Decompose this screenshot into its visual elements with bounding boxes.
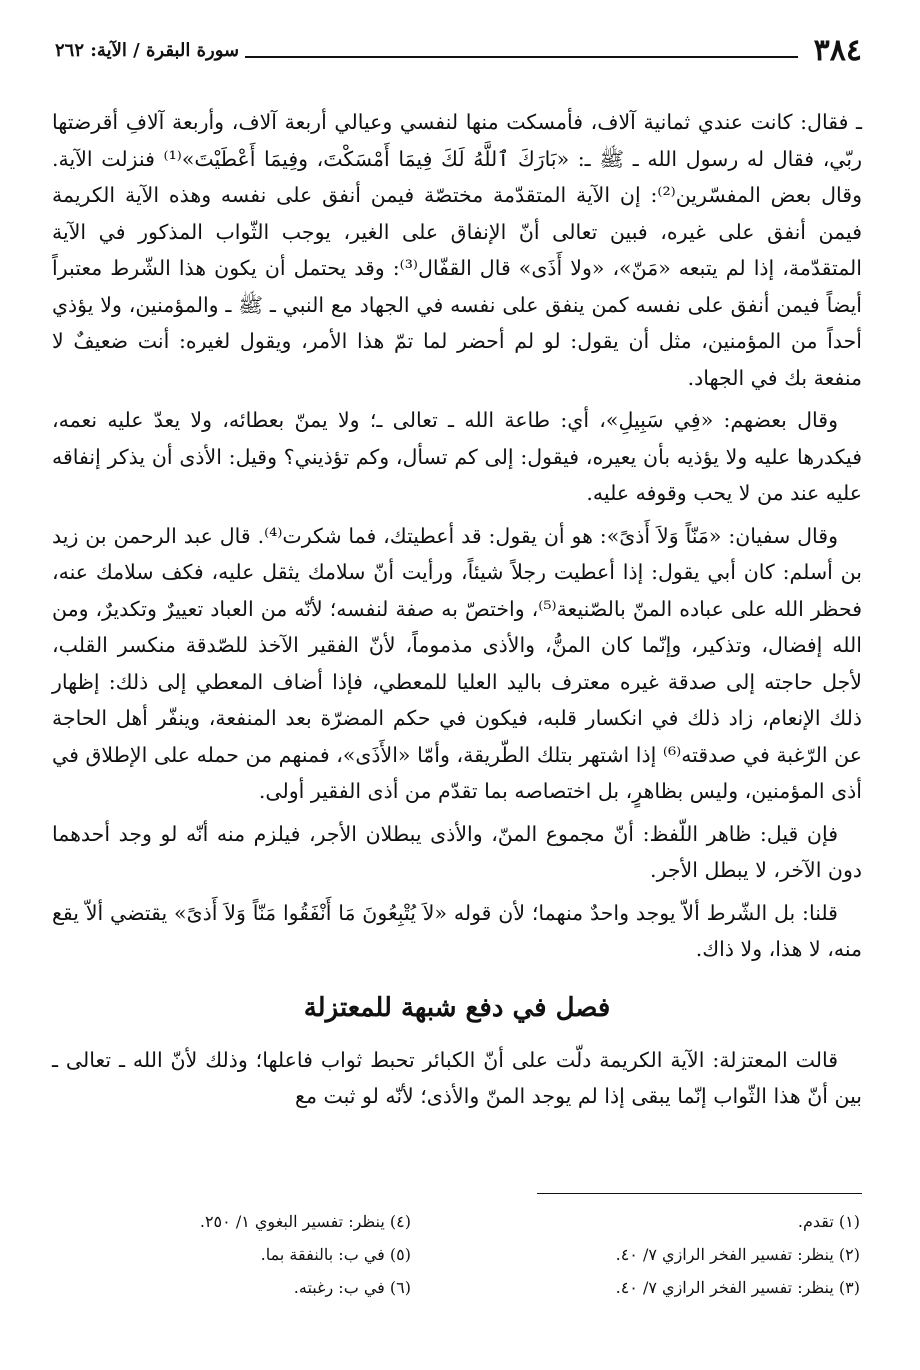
paragraph: وقال سفيان: «مَنّاً وَلاَ أَذىً»: هو أن يقول: قد أعطيتك، فما شكرت⁽⁴⁾. قال عبد الرحمن بن زيد بن أسلم: كان أبي يقول: إذا أعطيت رجلاً شيئاً، ورأيت أنّ سلامك يثقل عليه، فكف سلامك عنه، فحظر الله على عباده المنّ بالصّنيعة⁽⁵⁾، واختصّ به صفة لنفسه؛ لأنّه من العباد تعييرٌ وتكديرٌ، ومن الله إفضال، وتذكير، وإنّما كان المنُّ، والأذى مذموماً، لأنّ الفقير الآخذ للصّدقة منكسر القلب، لأجل حاجته إلى صدقة غيره معترف باليد العليا للمعطي، فإذا أضاف المعطي إلى ذلك: إظهار ذلك الإنعام، زاد ذلك في انكسار قلبه، فيكون في حكم المضرّة بعد المنفعة، وينفّر أهل الحاجة عن الرّغبة في صدقته⁽⁶⁾ إذا اشتهر بتلك الطّريقة، وأمّا «الأَذَى»، فمنهم من حمله على الإطلاق في أذى المؤمنين، وليس بظاهرٍ، بل اختصاصه بما تقدّم من أذى الفقير أولى. bbox=[52, 523, 862, 803]
running-title: سورة البقرة / الآية: ٢٦٢ bbox=[55, 39, 240, 61]
paragraph: قلنا: بل الشّرط ألاّ يوجد واحدٌ منهما؛ لأن قوله «لاَ يُتْبِعُونَ مَا أَنْفَقُوا مَنّاً وَلاَ أَذىً» يقتضي ألاّ يقع منه، لا هذا، ولا ذاك. bbox=[52, 900, 862, 961]
section-paragraph: قالت المعتزلة: الآية الكريمة دلّت على أنّ الكبائر تحبط ثواب فاعلها؛ وذلك لأنّ الله ـ تعالى ـ بين أنّ هذا الثّواب إنّما يبقى إذا لم يوجد المنّ والأذى؛ لأنّه لو ثبت مع bbox=[52, 1047, 862, 1108]
footnote: (١) تقدم. bbox=[797, 1212, 860, 1231]
paragraph: ـ فقال: كانت عندي ثمانية آلاف، فأمسكت منها لنفسي وعيالي أربعة آلاف، وأربعة آلافِ أقرضتها ربّي، فقال له رسول الله ـ ﷺ ـ: «بَارَكَ ٱللَّهُ لَكَ فِيمَا أَمْسَكْتَ، وفِيمَا أَعْطَيْتَ»⁽¹⁾ فنزلت الآية. وقال بعض المفسّرين⁽²⁾: إن الآية المتقدّمة مختصّة فيمن أنفق على نفسه وهذه الآية الكريمة فيمن أنفق على غيره، فبين تعالى أنّ الإنفاق على الغير، يوجب الثّواب المذكور في الآية المتقدّمة، إذا لم يتبعه «مَنّ»، «ولا أَذَى» قال القفّال⁽³⁾: وقد يحتمل أن يكون هذا الشّرط معتبراً أيضاً فيمن أنفق على نفسه كمن ينفق على نفسه في الجهاد مع النبي ـ ﷺ ـ والمؤمنين، ولا يؤذي أحداً من المؤمنين، مثل أن يقول: لو لم أحضر لما تمّ هذا الأمر، ويقول لغيره: أنت ضعيفٌ لا منفعة بك في الجهاد. bbox=[52, 110, 862, 390]
footnote: (٤) ينظر: تفسير البغوي ١/ ٢٥٠. bbox=[199, 1212, 411, 1231]
footnote: (٦) في ب: رغبته. bbox=[293, 1278, 411, 1297]
page-number: ٣٨٤ bbox=[813, 32, 862, 68]
footnote: (٢) ينظر: تفسير الفخر الرازي ٧/ ٤٠. bbox=[615, 1245, 860, 1264]
footnotes-right-column bbox=[501, 1205, 860, 1304]
footnote: (٣) ينظر: تفسير الفخر الرازي ٧/ ٤٠. bbox=[615, 1278, 860, 1297]
footnote: (٥) في ب: بالنفقة بما. bbox=[260, 1245, 411, 1264]
footnotes bbox=[52, 1205, 860, 1304]
section-heading: فصل في دفع شبهة للمعتزلة bbox=[303, 992, 611, 1023]
paragraph: فإن قيل: ظاهر اللّفظ: أنّ مجموع المنّ، والأذى يبطلان الأجر، فيلزم منه أنّه لو وجد أحدهما دون الآخر، لا يبطل الأجر. bbox=[52, 821, 862, 882]
page-header bbox=[55, 30, 862, 70]
header-rule bbox=[245, 56, 798, 58]
footnote-rule bbox=[537, 1193, 862, 1194]
paragraph: وقال بعضهم: «فِي سَبِيلِ»، أي: طاعة الله ـ تعالى ـ؛ ولا يمنّ بعطائه، ولا يعدّ عليه نعمه، فيكدرها عليه ولا يؤذيه بأن يعيره، فيقول: إلى كم تسأل، وكم تؤذيني؟ وقيل: الأذى أن يذكر إنفاقه عليه عند من لا يحب وقوفه عليه. bbox=[52, 408, 862, 505]
main-text bbox=[52, 104, 862, 1121]
footnotes-left-column bbox=[52, 1205, 501, 1304]
